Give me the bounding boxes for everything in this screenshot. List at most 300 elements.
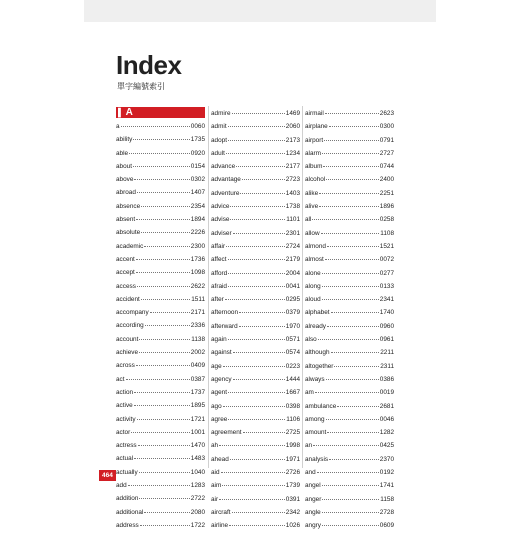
dot-leader bbox=[139, 339, 190, 340]
entry-word: album bbox=[305, 163, 323, 171]
dot-leader bbox=[322, 299, 379, 300]
entry-number: 0046 bbox=[379, 415, 394, 423]
dot-leader bbox=[232, 113, 285, 114]
entry-word: adviser bbox=[211, 229, 232, 237]
index-entry bbox=[305, 253, 394, 266]
index-entry bbox=[116, 213, 205, 226]
index-entry bbox=[116, 346, 205, 359]
index-entry bbox=[116, 373, 205, 386]
index-column-2 bbox=[211, 107, 300, 533]
entry-word: affair bbox=[211, 242, 226, 250]
dot-leader bbox=[321, 233, 380, 234]
entry-number: 0961 bbox=[379, 336, 394, 344]
entry-number: 0791 bbox=[379, 136, 394, 144]
entry-word: advice bbox=[211, 203, 230, 211]
entry-word: able bbox=[116, 149, 129, 157]
index-entry bbox=[305, 293, 394, 306]
entry-number: 2060 bbox=[285, 123, 300, 131]
dot-leader bbox=[315, 392, 379, 393]
entry-word: act bbox=[116, 375, 125, 383]
dot-leader bbox=[317, 472, 379, 473]
index-entry bbox=[211, 267, 300, 280]
entry-word: afford bbox=[211, 269, 228, 277]
column-divider bbox=[302, 106, 303, 468]
entry-word: airmail bbox=[305, 110, 324, 117]
index-entry bbox=[305, 227, 394, 240]
dot-leader bbox=[137, 419, 190, 420]
entry-number: 2725 bbox=[285, 429, 300, 437]
dot-leader bbox=[222, 485, 284, 486]
dot-leader bbox=[228, 140, 285, 141]
dot-leader bbox=[242, 179, 285, 180]
dot-leader bbox=[236, 166, 285, 167]
index-entry bbox=[116, 253, 205, 266]
entry-word: an bbox=[305, 442, 313, 450]
entry-number: 1470 bbox=[190, 442, 205, 450]
dot-leader bbox=[134, 458, 190, 459]
entry-word: absolute bbox=[116, 229, 141, 237]
entry-number: 2311 bbox=[380, 362, 394, 370]
dot-leader bbox=[324, 140, 379, 141]
dot-leader bbox=[133, 166, 190, 167]
index-entry bbox=[211, 120, 300, 133]
entry-word: a bbox=[116, 123, 120, 130]
dot-leader bbox=[150, 312, 190, 313]
entry-word: alarm bbox=[305, 149, 321, 157]
entry-word: against bbox=[211, 349, 232, 357]
entry-word: analysis bbox=[305, 455, 329, 463]
dot-leader bbox=[230, 459, 285, 460]
entry-number: 0223 bbox=[285, 362, 300, 370]
entry-word: above bbox=[116, 176, 134, 184]
top-bar bbox=[84, 0, 436, 22]
index-entry bbox=[211, 373, 300, 386]
entry-word: also bbox=[305, 336, 317, 344]
dot-leader bbox=[226, 246, 285, 247]
entry-word: addition bbox=[116, 495, 139, 503]
dot-leader bbox=[331, 312, 379, 313]
entry-number: 2177 bbox=[285, 163, 300, 171]
dot-leader bbox=[240, 193, 284, 194]
dot-leader bbox=[129, 153, 190, 154]
entry-word: already bbox=[305, 322, 326, 330]
dot-leader bbox=[134, 392, 190, 393]
dot-leader bbox=[228, 286, 285, 287]
index-entry bbox=[211, 519, 300, 532]
index-entry bbox=[305, 519, 394, 532]
index-entry bbox=[305, 333, 394, 346]
index-entries bbox=[305, 107, 394, 533]
dot-leader bbox=[221, 472, 285, 473]
dot-leader bbox=[323, 166, 378, 167]
entry-word: ambulance bbox=[305, 402, 337, 410]
index-entry bbox=[116, 293, 205, 306]
dot-leader bbox=[228, 392, 285, 393]
dot-leader bbox=[322, 286, 379, 287]
entry-number: 2726 bbox=[285, 469, 300, 477]
index-entry bbox=[211, 439, 300, 452]
entry-number: 1739 bbox=[285, 482, 300, 490]
dot-leader bbox=[219, 499, 285, 500]
index-entry bbox=[305, 373, 394, 386]
index-entry bbox=[305, 280, 394, 293]
index-entry bbox=[211, 240, 300, 253]
entry-number: 1001 bbox=[190, 428, 205, 436]
page-title: Index bbox=[116, 50, 182, 80]
entry-word: advance bbox=[211, 163, 236, 171]
dot-leader bbox=[136, 272, 190, 273]
index-entry bbox=[211, 320, 300, 333]
entry-word: ago bbox=[211, 402, 222, 410]
dot-leader bbox=[141, 206, 190, 207]
index-entry bbox=[211, 280, 300, 293]
entry-word: activity bbox=[116, 415, 136, 423]
dot-leader bbox=[322, 273, 379, 274]
entry-number: 1895 bbox=[190, 402, 205, 410]
dot-leader bbox=[319, 206, 379, 207]
index-entry bbox=[211, 386, 300, 399]
dot-leader bbox=[136, 365, 190, 366]
entry-number: 2080 bbox=[190, 508, 205, 516]
index-entry bbox=[305, 400, 394, 413]
index-entry bbox=[211, 360, 300, 373]
entry-number: 2300 bbox=[190, 242, 205, 250]
entry-word: agency bbox=[211, 375, 232, 383]
dot-leader bbox=[228, 339, 285, 340]
entry-word: airport bbox=[305, 136, 324, 144]
entry-number: 0154 bbox=[190, 162, 205, 170]
entry-word: accept bbox=[116, 269, 135, 277]
entry-word: admit bbox=[211, 123, 227, 131]
entry-word: air bbox=[211, 495, 219, 503]
dot-leader bbox=[329, 459, 379, 460]
entry-number: 2370 bbox=[379, 455, 394, 463]
dot-leader bbox=[329, 126, 379, 127]
index-entry bbox=[211, 453, 300, 466]
dot-leader bbox=[139, 352, 190, 353]
index-entry bbox=[116, 426, 205, 439]
index-entry bbox=[211, 466, 300, 479]
entry-word: alone bbox=[305, 269, 321, 277]
entry-word: afternoon bbox=[211, 309, 239, 317]
entry-number: 1521 bbox=[379, 242, 394, 250]
entry-number: 2724 bbox=[285, 242, 300, 250]
entry-word: agree bbox=[211, 415, 228, 423]
entry-number: 0391 bbox=[285, 495, 300, 503]
dot-leader bbox=[137, 192, 190, 193]
entry-word: airplane bbox=[305, 123, 328, 131]
index-entry bbox=[211, 253, 300, 266]
index-entry bbox=[116, 266, 205, 279]
entry-number: 2002 bbox=[190, 349, 205, 357]
entry-word: again bbox=[211, 336, 227, 344]
entry-number: 2623 bbox=[379, 110, 394, 117]
entry-word: aircraft bbox=[211, 508, 231, 516]
dot-leader bbox=[141, 232, 190, 233]
entry-number: 1896 bbox=[379, 203, 394, 211]
index-entry bbox=[305, 320, 394, 333]
index-entry bbox=[211, 147, 300, 160]
entry-word: almond bbox=[305, 242, 326, 250]
entry-number: 2211 bbox=[380, 349, 394, 357]
entry-number: 1040 bbox=[190, 468, 205, 476]
dot-leader bbox=[326, 419, 379, 420]
entry-number: 0192 bbox=[379, 469, 394, 477]
entry-number: 0425 bbox=[379, 442, 394, 450]
dot-leader bbox=[313, 445, 379, 446]
entry-number: 1721 bbox=[190, 415, 205, 423]
entry-number: 1998 bbox=[285, 442, 300, 450]
entry-number: 2251 bbox=[379, 189, 394, 197]
entry-number: 1469 bbox=[285, 110, 300, 117]
index-entry bbox=[305, 213, 394, 226]
entry-number: 0571 bbox=[285, 336, 300, 344]
entry-word: agent bbox=[211, 389, 227, 397]
entry-number: 0379 bbox=[285, 309, 300, 317]
index-entry bbox=[116, 413, 205, 426]
dot-leader bbox=[312, 219, 378, 220]
entry-word: adopt bbox=[211, 136, 227, 144]
dot-leader bbox=[326, 379, 379, 380]
entry-word: adventure bbox=[211, 189, 240, 197]
index-entry bbox=[211, 333, 300, 346]
dot-leader bbox=[228, 273, 285, 274]
index-entry bbox=[305, 147, 394, 160]
entry-word: actually bbox=[116, 468, 138, 476]
entry-number: 1234 bbox=[285, 149, 300, 157]
index-entry bbox=[116, 319, 205, 332]
entry-word: allow bbox=[305, 229, 320, 237]
entry-word: actress bbox=[116, 442, 137, 450]
entry-word: absent bbox=[116, 216, 136, 224]
entry-number: 0960 bbox=[379, 322, 394, 330]
index-entry bbox=[305, 413, 394, 426]
entry-number: 2727 bbox=[379, 149, 394, 157]
index-entry bbox=[211, 413, 300, 426]
index-entry bbox=[305, 360, 394, 373]
entry-number: 1740 bbox=[379, 309, 394, 317]
index-entry bbox=[305, 439, 394, 452]
dot-leader bbox=[144, 246, 189, 247]
entry-number: 1098 bbox=[190, 269, 205, 277]
dot-leader bbox=[141, 299, 190, 300]
entry-word: ah bbox=[211, 442, 219, 450]
index-entry bbox=[305, 120, 394, 133]
entry-number: 2173 bbox=[285, 136, 300, 144]
entry-number: 1101 bbox=[286, 216, 300, 224]
index-entry bbox=[116, 506, 205, 519]
dot-leader bbox=[219, 445, 285, 446]
entry-word: afterward bbox=[211, 322, 238, 330]
entry-word: airline bbox=[211, 522, 229, 530]
entry-number: 1970 bbox=[285, 322, 300, 330]
index-entry bbox=[211, 506, 300, 519]
entry-number: 1283 bbox=[190, 482, 205, 490]
index-entry bbox=[211, 293, 300, 306]
dot-leader bbox=[126, 379, 190, 380]
entry-number: 0258 bbox=[379, 216, 394, 224]
entry-number: 1483 bbox=[190, 455, 205, 463]
index-entry bbox=[211, 400, 300, 413]
column-divider bbox=[208, 106, 209, 468]
index-entry bbox=[211, 187, 300, 200]
dot-leader bbox=[134, 179, 189, 180]
index-entry bbox=[116, 160, 205, 173]
entry-number: 0409 bbox=[190, 362, 205, 370]
entry-word: afraid bbox=[211, 282, 227, 290]
index-entry bbox=[305, 493, 394, 506]
index-entry bbox=[116, 452, 205, 465]
index-entry bbox=[211, 200, 300, 213]
index-entry bbox=[305, 107, 394, 120]
section-marker-icon: ▌ bbox=[118, 108, 124, 117]
entry-word: according bbox=[116, 322, 144, 330]
dot-leader bbox=[322, 512, 379, 513]
entry-word: account bbox=[116, 335, 139, 343]
entry-number: 0277 bbox=[379, 269, 394, 277]
index-entry bbox=[116, 519, 205, 532]
dot-leader bbox=[331, 352, 380, 353]
dot-leader bbox=[131, 432, 190, 433]
entry-number: 2342 bbox=[285, 508, 300, 516]
index-entry bbox=[211, 107, 300, 120]
entry-number: 1511 bbox=[191, 295, 205, 303]
index-entry bbox=[305, 426, 394, 439]
entry-word: about bbox=[116, 162, 132, 170]
index-entry bbox=[116, 386, 205, 399]
entry-number: 1138 bbox=[191, 335, 205, 343]
entry-word: angry bbox=[305, 522, 321, 530]
index-entry bbox=[211, 346, 300, 359]
dot-leader bbox=[225, 299, 285, 300]
entry-number: 1282 bbox=[379, 429, 394, 437]
dot-leader bbox=[139, 472, 190, 473]
entry-number: 0060 bbox=[190, 123, 205, 130]
entry-word: anger bbox=[305, 495, 322, 503]
dot-leader bbox=[226, 153, 285, 154]
entry-word: admire bbox=[211, 110, 231, 117]
entry-word: although bbox=[305, 349, 330, 357]
entry-word: ahead bbox=[211, 455, 229, 463]
index-entry bbox=[305, 134, 394, 147]
entry-number: 2226 bbox=[190, 229, 205, 237]
index-entry bbox=[116, 173, 205, 186]
entry-word: am bbox=[305, 389, 314, 397]
entry-number: 1108 bbox=[380, 229, 394, 237]
entry-number: 1735 bbox=[190, 136, 205, 144]
dot-leader bbox=[327, 326, 379, 327]
index-entry bbox=[305, 267, 394, 280]
entry-number: 1737 bbox=[190, 388, 205, 396]
entry-number: 2681 bbox=[379, 402, 394, 410]
entry-word: among bbox=[305, 415, 325, 423]
index-entry bbox=[116, 200, 205, 213]
dot-leader bbox=[322, 485, 379, 486]
index-entry bbox=[211, 479, 300, 492]
dot-leader bbox=[337, 406, 379, 407]
entry-number: 0295 bbox=[285, 296, 300, 304]
entry-number: 2179 bbox=[285, 256, 300, 264]
index-column-3 bbox=[305, 107, 394, 533]
entry-number: 2336 bbox=[190, 322, 205, 330]
entry-number: 1403 bbox=[285, 189, 300, 197]
index-entry bbox=[305, 160, 394, 173]
entry-number: 0398 bbox=[285, 402, 300, 410]
entry-number: 0386 bbox=[379, 375, 394, 383]
entry-number: 2622 bbox=[190, 282, 205, 290]
entry-number: 2400 bbox=[379, 176, 394, 184]
entry-word: almost bbox=[305, 256, 324, 264]
entry-number: 1741 bbox=[379, 482, 394, 490]
entry-number: 2341 bbox=[379, 296, 394, 304]
entry-number: 1894 bbox=[190, 216, 205, 224]
entry-word: age bbox=[211, 362, 222, 370]
entry-word: address bbox=[116, 521, 139, 529]
entry-number: 0574 bbox=[285, 349, 300, 357]
entry-word: achieve bbox=[116, 349, 139, 357]
entry-word: amount bbox=[305, 429, 327, 437]
entry-word: agreement bbox=[211, 429, 242, 437]
entry-number: 2723 bbox=[285, 176, 300, 184]
dot-leader bbox=[229, 525, 285, 526]
entry-word: alive bbox=[305, 203, 319, 211]
index-entry bbox=[211, 227, 300, 240]
index-entry bbox=[116, 399, 205, 412]
entry-number: 0300 bbox=[379, 123, 394, 131]
page-number: 464 bbox=[99, 470, 116, 481]
index-entry bbox=[305, 240, 394, 253]
entry-word: across bbox=[116, 362, 135, 370]
entry-word: aim bbox=[211, 482, 222, 490]
entry-number: 1407 bbox=[190, 189, 205, 197]
index-entry bbox=[305, 453, 394, 466]
index-entry bbox=[116, 439, 205, 452]
index-entry bbox=[116, 133, 205, 146]
dot-leader bbox=[137, 286, 190, 287]
entry-word: affect bbox=[211, 256, 227, 264]
dot-leader bbox=[140, 525, 190, 526]
dot-leader bbox=[322, 525, 379, 526]
index-entry bbox=[116, 359, 205, 372]
entry-number: 2301 bbox=[285, 229, 300, 237]
entry-word: academic bbox=[116, 242, 144, 250]
dot-leader bbox=[319, 193, 379, 194]
entry-word: alphabet bbox=[305, 309, 330, 317]
entry-number: 1444 bbox=[285, 375, 300, 383]
entry-number: 0133 bbox=[379, 282, 394, 290]
dot-leader bbox=[239, 326, 285, 327]
index-entry bbox=[116, 333, 205, 346]
dot-leader bbox=[128, 485, 190, 486]
entry-number: 0041 bbox=[285, 282, 300, 290]
dot-leader bbox=[318, 339, 379, 340]
entry-word: absence bbox=[116, 202, 141, 210]
entry-number: 2722 bbox=[190, 495, 205, 503]
dot-leader bbox=[145, 325, 190, 326]
entry-word: after bbox=[211, 296, 224, 304]
dot-leader bbox=[223, 406, 285, 407]
entry-word: altogether bbox=[305, 362, 334, 370]
index-column-1 bbox=[116, 107, 205, 532]
dot-leader bbox=[230, 206, 284, 207]
entry-word: advise bbox=[211, 216, 230, 224]
entry-number: 1026 bbox=[285, 522, 300, 530]
entry-number: 1158 bbox=[380, 495, 394, 503]
entry-word: aid bbox=[211, 469, 220, 477]
index-entry bbox=[305, 306, 394, 319]
dot-leader bbox=[233, 379, 285, 380]
dot-leader bbox=[230, 219, 285, 220]
